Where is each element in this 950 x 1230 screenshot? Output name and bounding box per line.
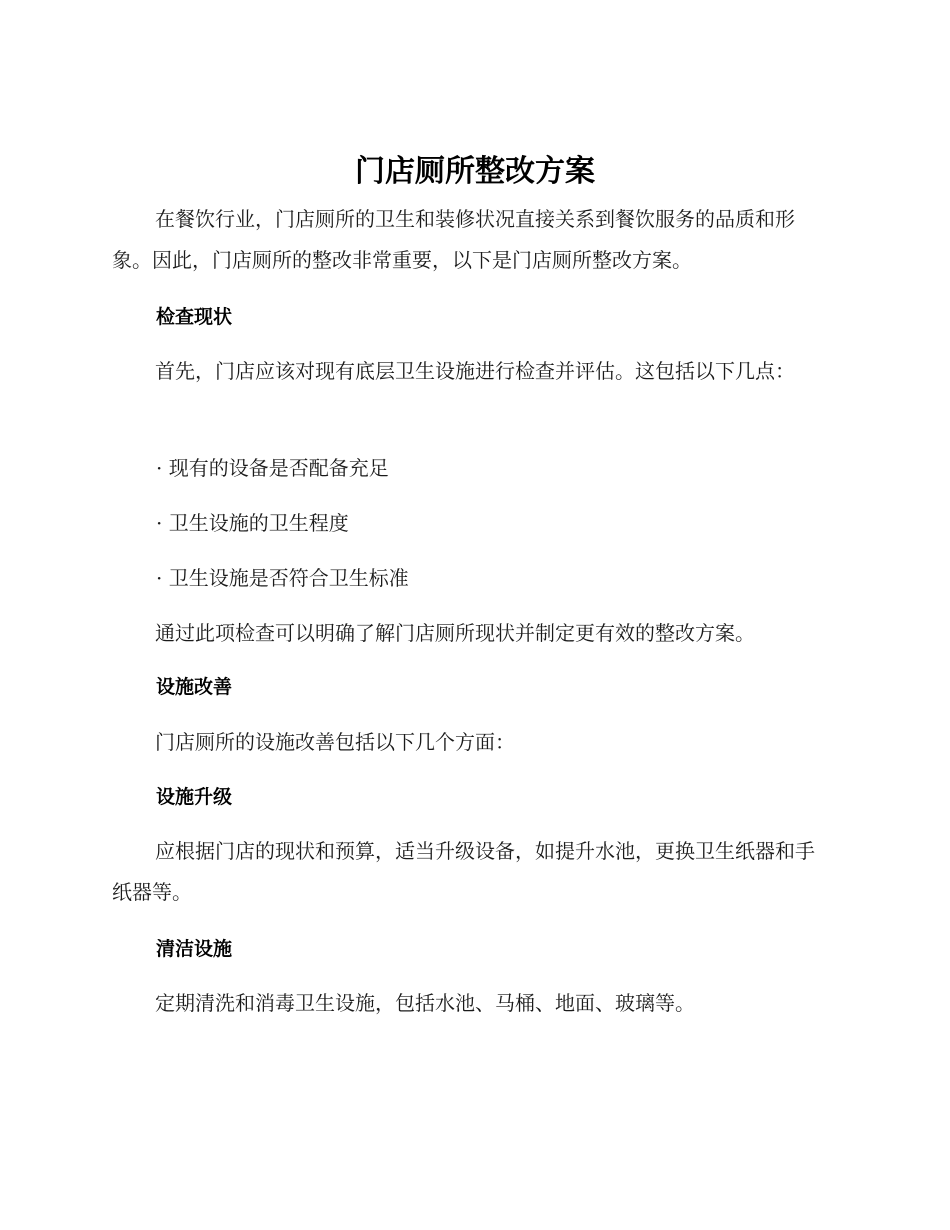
section-heading-inspection: 检查现状 <box>156 306 233 328</box>
section-heading-cleaning: 清洁设施 <box>156 938 233 960</box>
cleaning-paragraph: 定期清洗和消毒卫生设施，包括水池、马桶、地面、玻璃等。 <box>155 991 695 1015</box>
intro-paragraph: 在餐饮行业，门店厕所的卫生和装修状况直接关系到餐饮服务的品质和形象。因此，门店厕所的整改非常重要，以下是门店厕所整改方案。 <box>112 207 795 272</box>
page-title: 门店厕所整改方案 <box>355 154 595 189</box>
bullet-item: · 现有的设备是否配备充足 <box>156 456 389 480</box>
section-heading-facility-improvement: 设施改善 <box>156 676 233 698</box>
facility-upgrade-paragraph: 应根据门店的现状和预算，适当升级设备，如提升水池，更换卫生纸器和手纸器等。 <box>112 839 815 904</box>
bullet-item: · 卫生设施是否符合卫生标准 <box>156 566 409 590</box>
inspection-conclusion-paragraph: 通过此项检查可以明确了解门店厕所现状并制定更有效的整改方案。 <box>155 621 755 645</box>
section-heading-facility-upgrade: 设施升级 <box>156 786 233 808</box>
inspection-paragraph: 首先，门店应该对现有底层卫生设施进行检查并评估。这包括以下几点： <box>155 359 795 383</box>
bullet-item: · 卫生设施的卫生程度 <box>156 511 349 535</box>
facility-improvement-paragraph: 门店厕所的设施改善包括以下几个方面： <box>155 730 515 754</box>
